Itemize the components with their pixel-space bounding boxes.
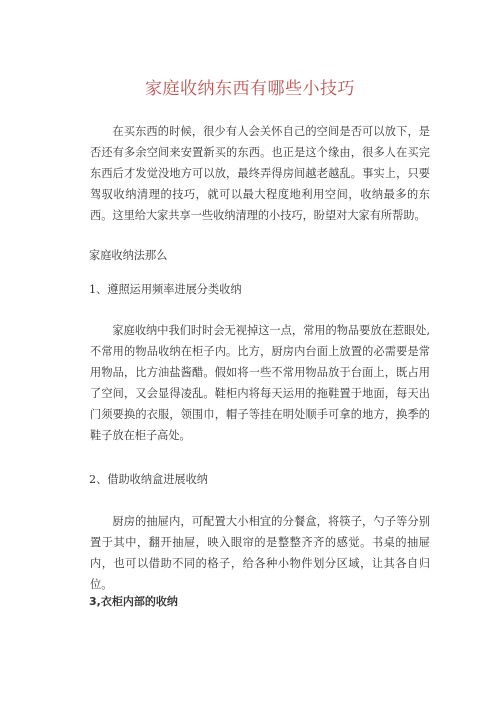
item2-paragraph: 厨房的抽屉内，可配置大小相宜的分餐盒，将筷子，勺子等分别置于其中，翻开抽屉，映入眼帘的是整整齐齐的感觉。书桌的抽屉内，也可以借助不同的格子，给各种小物件划分区域，让其各自归位。	[90, 515, 430, 591]
section-title: 家庭收纳法那么	[89, 249, 168, 262]
item3-heading: 3,衣柜内部的收纳	[89, 595, 178, 608]
item1-heading: 1、遵照运用频率进展分类收纳	[89, 283, 242, 296]
document-title: 家庭收纳东西有哪些小技巧	[145, 79, 355, 99]
intro-paragraph: 在买东西的时候，很少有人会关怀自己的空间是否可以放下，是否还有多余空间来安置新买的东西。也正是这个缘由，很多人在买完东西后才发觉没地方可以放，最终弄得房间越老越乱。事实上，只要驾驭收纳清理的技巧，就可以最大程度地利用空间，收纳最多的东西。这里给大家共享一些收纳清理的小技巧，盼望对大家有所帮助。	[90, 125, 430, 222]
item2-heading: 2、借助收纳盒进展收纳	[89, 473, 208, 486]
item1-paragraph: 家庭收纳中我们时时会无视掉这一点，常用的物品要放在惹眼处,不常用的物品收纳在柜子内。比方，厨房内台面上放置的必需要是常用物品，比方油盐酱醋。假如将一些不常用物品放于台面上，既占用了空间，又会显得凌乱。鞋柜内将每天运用的拖鞋置于地面，每天出门须要换的衣服，领围巾，帽子等挂在明处顺手可拿的地方，换季的鞋子放在柜子高处。	[90, 324, 430, 442]
